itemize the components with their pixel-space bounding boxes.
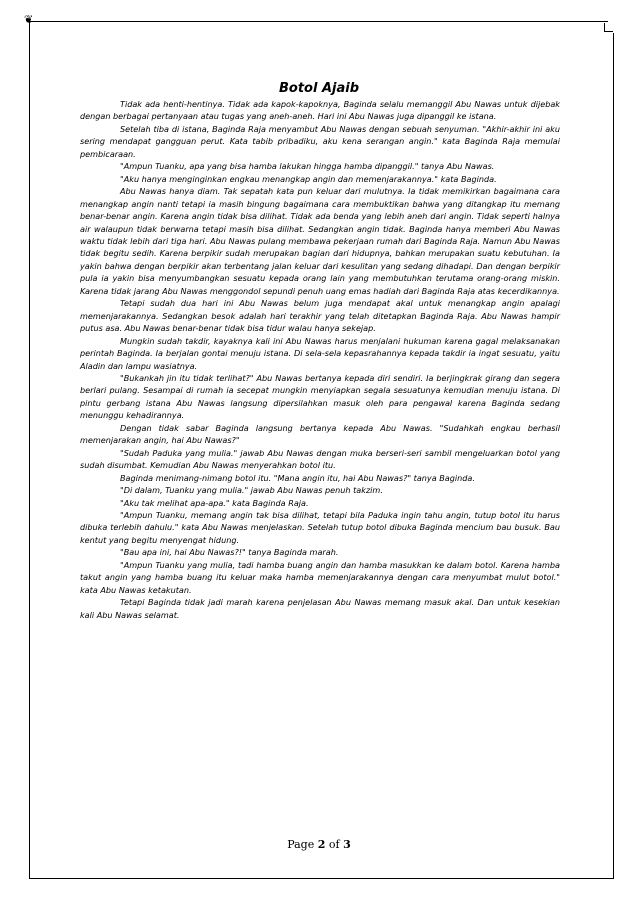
paragraph: Baginda menimang-nimang botol itu. "Mana angin itu, hai Abu Nawas?" tanya Baginda. [120,472,475,483]
paragraph: Abu Nawas hanya diam. Tak sepatah kata pun keluar dari mulutnya. Ia tidak memikirkan bagaimana cara menangkap angin nanti tetapi ia masih bingung bagaimana cara membuktikan bahwa yang ditangkap itu memang benar-benar angin. Karena angin tidak bisa dilihat. Tidak ada benda yang lebih aneh dari angin. Tidak seperti halnya air walaupun tidak berwarna tetapi masih bisa dilihat. Sedangkan angin tidak. Baginda hanya memberi Abu Nawas waktu tidak lebih dari tiga hari. Abu Nawas pulang membawa pekerjaan rumah dari Baginda Raja. Namun Abu Nawas tidak begitu sedih. Karena berpikir sudah merupakan bagian dari hidupnya, bahkan merupakan suatu kebutuhan. Ia yakin bahwa dengan berpikir akan terbentang jalan keluar dari kesulitan yang sedang dihadapi. Dan dengan berpikir pula ia yakin bisa menyumbangkan sesuatu kepada orang lain yang membutuhkan terutama orang-orang miskin. Karena tidak jarang Abu Nawas menggondol sepundi penuh uang emas hadiah dari Baginda Raja atas kecerdikannya. [80,186,560,296]
paragraph: "Aku hanya menginginkan engkau menangkap angin dan memenjarakannya." kata Baginda. [120,173,497,184]
page-border-right [613,33,614,879]
paragraph: "Ampun Tuanku, memang angin tak bisa dilihat, tetapi bila Paduka ingin tahu angin, tutup botol itu harus dibuka terlebih dahulu." kata Abu Nawas menjelaskan. Setelah tutup botol dibuka Baginda mencium bau busuk. Bau kentut yang begitu menyengat hidung. [80,509,560,545]
paragraph: "Bukankah jin itu tidak terlihat?" Abu Nawas bertanya kepada diri sendiri. Ia berjingkrak girang dan segera berlari pulang. Sesampai di rumah ia secepat mungkin menyiapkan segala sesuatunya kemudian menuju istana. Di pintu gerbang istana Abu Nawas langsung dipersilahkan masuk oleh para pengawal karena Baginda sedang menunggu kehadirannya. [80,372,560,421]
paragraph: Dengan tidak sabar Baginda langsung bertanya kepada Abu Nawas. "Sudahkah engkau berhasil memenjarakan angin, hai Abu Nawas?" [80,422,560,446]
paragraph: Tidak ada henti-hentinya. Tidak ada kapok-kapoknya, Baginda selalu memanggil Abu Nawas untuk dijebak dengan berbagai pertanyaan atau tugas yang aneh-aneh. Hari ini Abu Nawas juga dipanggil ke istana. [80,99,560,122]
of-word: of [328,838,340,851]
corner-ornament-icon: ❦ [24,13,34,26]
paragraph: Setelah tiba di istana, Baginda Raja menyambut Abu Nawas dengan sebuah senyuman. "Akhir-akhir ini aku sering mendapat gangguan perut. Kata tabib pribadiku, aku kena serangan angin." kata Baginda Raja memulai pembicaraan. [80,123,560,159]
paragraph: "Ampun Tuanku, apa yang bisa hamba lakukan hingga hamba dipanggil." tanya Abu Nawas. [120,161,495,172]
document-body [80,98,560,621]
paragraph: "Aku tak melihat apa-apa." kata Baginda Raja. [120,497,309,508]
page-current: 2 [317,838,326,851]
paragraph: "Bau apa ini, hai Abu Nawas?!" tanya Baginda marah. [120,547,339,558]
paragraph: Tetapi sudah dua hari ini Abu Nawas belum juga mendapat akal untuk menangkap angin apalagi memenjarakannya. Sedangkan besok adalah hari terakhir yang telah ditetapkan Baginda Raja. Abu Nawas hampir putus asa. Abu Nawas benar-benar tidak bisa tidur walau hanya sekejap. [80,298,560,334]
paragraph: "Sudah Paduka yang mulia." jawab Abu Nawas dengan muka berseri-seri sambil mengeluarkan botol yang sudah disumbat. Kemudian Abu Nawas menyerahkan botol itu. [80,447,560,471]
page-border-left [29,21,30,879]
document-title: Botol Ajaib [278,81,360,96]
page-corner-fold [604,23,613,32]
paragraph: Mungkin sudah takdir, kayaknya kali ini Abu Nawas harus menjalani hukuman karena gagal melaksanakan perintah Baginda. Ia berjalan gontai menuju istana. Di sela-sela kepasrahannya kepada takdir ia ingat sesuatu, yaitu Aladin dan lampu wasiatnya. [80,335,560,371]
page-border-bottom [29,878,614,879]
paragraph: "Di dalam, Tuanku yang mulia." jawab Abu Nawas penuh takzim. [120,485,383,496]
page-word: Page [287,838,315,851]
page-number-footer [0,838,638,851]
page-border-top [28,21,608,22]
paragraph: Tetapi Baginda tidak jadi marah karena penjelasan Abu Nawas memang masuk akal. Dan untuk kesekian kali Abu Nawas selamat. [80,597,560,620]
paragraph: "Ampun Tuanku yang mulia, tadi hamba buang angin dan hamba masukkan ke dalam botol. Karena hamba takut angin yang hamba buang itu keluar maka hamba memenjarakannya dengan cara menyumbat mulut botol." kata Abu Nawas ketakutan. [80,559,560,595]
page-total: 3 [343,838,351,851]
